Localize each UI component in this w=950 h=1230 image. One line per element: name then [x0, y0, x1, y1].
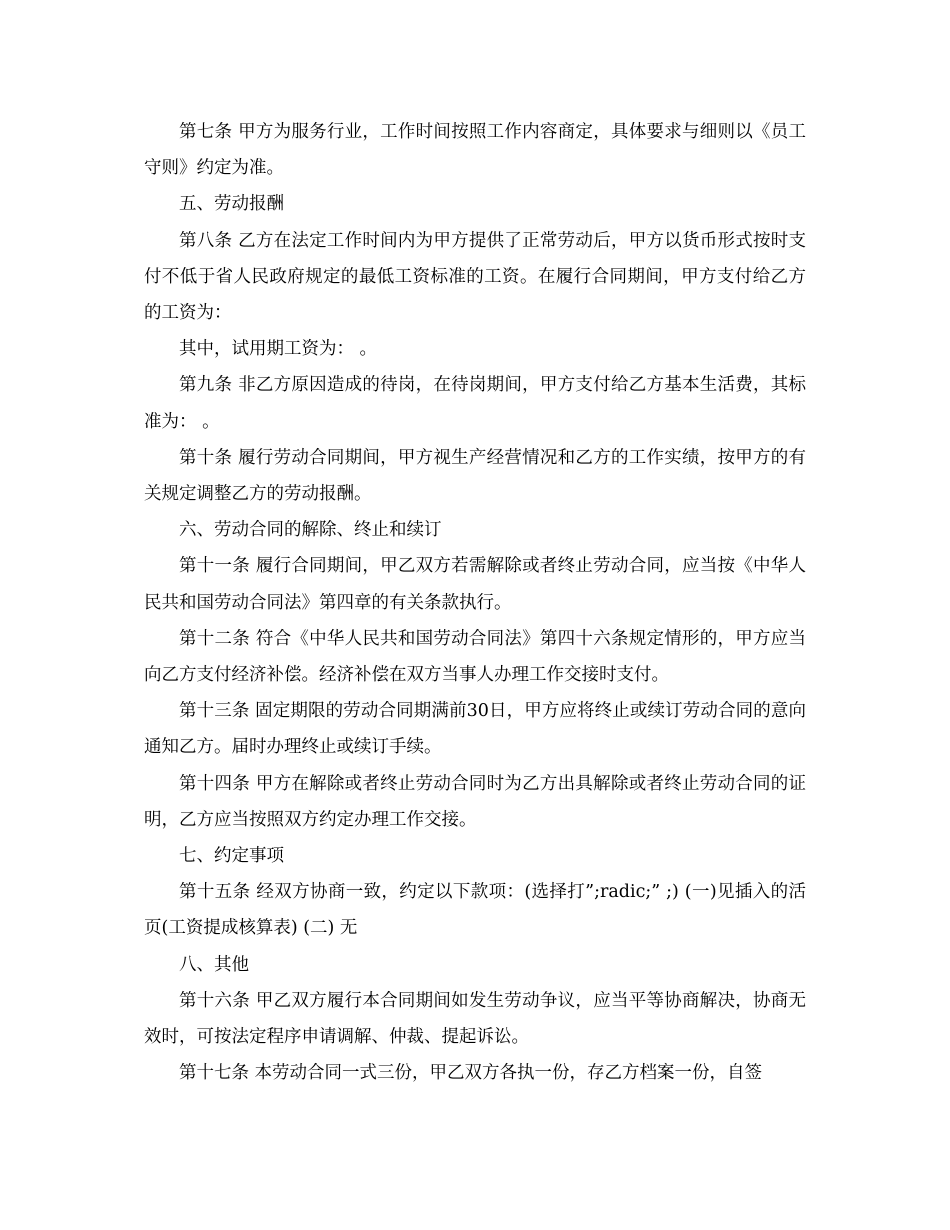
section-heading-termination: 六、劳动合同的解除、终止和续订	[179, 520, 442, 541]
clause-11: 第十一条 履行合同期间，甲乙双方若需解除或者终止劳动合同，应当按《中华人民共和国劳动合同法》第四章的有关条款执行。	[144, 556, 806, 613]
clause-16: 第十六条 甲乙双方履行本合同期间如发生劳动争议，应当平等协商解决，协商无效时，可按法定程序申请调解、仲裁、提起诉讼。	[144, 990, 806, 1048]
clause-7: 第七条 甲方为服务行业，工作时间按照工作内容商定，具体要求与细则以《员工守则》约定为准。	[144, 122, 806, 179]
clause-9: 第九条 非乙方原因造成的待岗，在待岗期间，甲方支付给乙方基本生活费，其标准为： 。	[144, 375, 806, 432]
clause-13: 第十三条 固定期限的劳动合同期满前30日，甲方应将终止或续订劳动合同的意向通知乙方。届时办理终止或续订手续。	[144, 701, 806, 758]
section-heading-other: 八、其他	[179, 954, 249, 975]
section-heading-agreed-matters: 七、约定事项	[179, 846, 284, 867]
document-body	[144, 114, 806, 1091]
clause-15: 第十五条 经双方协商一致，约定以下款项：(选择打”;radic;” ;) (一)见插入的活页(工资提成核算表) (二) 无	[144, 882, 806, 939]
clause-10: 第十条 履行劳动合同期间，甲方视生产经营情况和乙方的工作实绩，按甲方的有关规定调整乙方的劳动报酬。	[144, 447, 806, 505]
clause-17: 第十七条 本劳动合同一式三份，甲乙双方各执一份，存乙方档案一份，自签	[179, 1063, 763, 1084]
clause-14: 第十四条 甲方在解除或者终止劳动合同时为乙方出具解除或者终止劳动合同的证明，乙方应当按照双方约定办理工作交接。	[144, 773, 806, 830]
section-heading-labor-pay: 五、劳动报酬	[179, 194, 284, 215]
clause-12: 第十二条 符合《中华人民共和国劳动合同法》第四十六条规定情形的，甲方应当向乙方支付经济补偿。经济补偿在双方当事人办理工作交接时支付。	[144, 628, 806, 686]
probation-wage-line: 其中，试用期工资为： 。	[179, 339, 378, 360]
clause-8: 第八条 乙方在法定工作时间内为甲方提供了正常劳动后，甲方以货币形式按时支付不低于省人民政府规定的最低工资标准的工资。在履行合同期间，甲方支付给乙方的工资为：	[144, 230, 806, 324]
